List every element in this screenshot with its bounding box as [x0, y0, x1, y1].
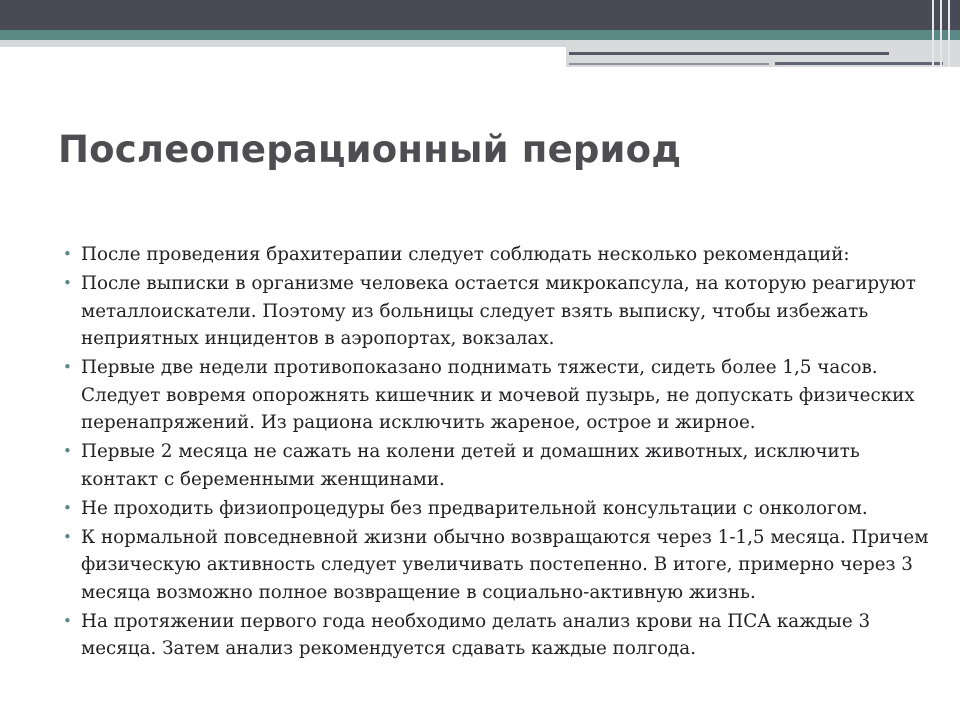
header-rule-upper	[569, 52, 889, 55]
header-band-teal	[0, 30, 960, 40]
list-item-text: Первые 2 месяца не сажать на колени детей и домашних животных, исключить контакт с беременными женщинами.	[81, 441, 860, 490]
bullet-icon: •	[63, 527, 72, 546]
bullet-list	[62, 241, 932, 664]
bullet-icon: •	[63, 498, 72, 517]
bullet-icon: •	[63, 611, 72, 630]
bullet-icon: •	[63, 442, 72, 460]
list-item	[62, 270, 932, 353]
list-item-text: К нормальной повседневной жизни обычно возвращаются через 1-1,5 месяца. Причем физическую активность следует увеличивать постепенно. В итоге, примерно через 3 месяца возможно полное возвращение в социально-активную жизнь.	[81, 526, 929, 603]
list-item	[62, 495, 932, 523]
list-item-text: Первые две недели противопоказано поднимать тяжести, сидеть более 1,5 часов. Следует вовремя опорожнять кишечник и мочевой пузырь, не допускать физических перенапряжений. Из рациона исключить жареное, острое и жирное.	[81, 357, 915, 433]
header-rule-lower-left	[569, 63, 769, 65]
slide-title: Послеоперационный период	[58, 128, 682, 171]
bullet-icon: •	[63, 274, 72, 292]
list-item-text: После выписки в организме человека остается микрокапсула, на которую реагируют металлоискатели. Поэтому из больницы следует взять выписку, чтобы избежать неприятных инцидентов в аэропортах, вокзалах.	[81, 273, 916, 349]
list-item	[62, 354, 932, 437]
list-item	[62, 438, 932, 493]
list-item	[62, 241, 932, 269]
bullet-icon: •	[63, 358, 72, 376]
list-item	[62, 608, 932, 663]
bullet-icon: •	[63, 245, 72, 263]
list-item-text: На протяжении первого года необходимо делать анализ крови на ПСА каждые 3 месяца. Затем анализ рекомендуется сдавать каждые полгода.	[81, 610, 871, 659]
header-edge-lines	[928, 0, 960, 67]
header-band-dark	[0, 0, 960, 30]
header-rule-lower-right	[775, 62, 943, 65]
list-item	[62, 524, 932, 607]
list-item-text: Не проходить физиопроцедуры без предварительной консультации с онкологом.	[81, 497, 868, 519]
list-item-text: После проведения брахитерапии следует соблюдать несколько рекомендаций:	[81, 244, 850, 265]
